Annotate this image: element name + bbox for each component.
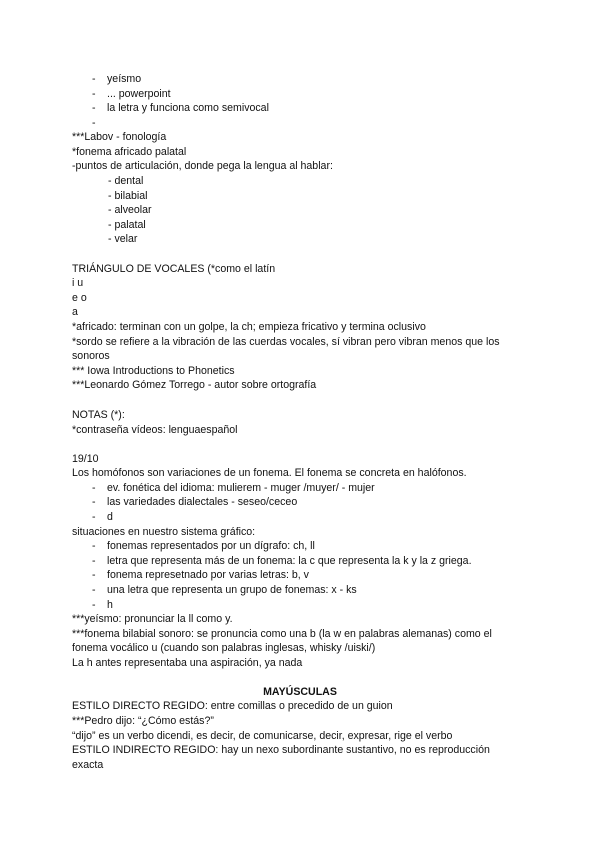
h-antes-line: La h antes representaba una aspiración, ya nada — [72, 657, 303, 669]
estilo-indirecto-line: ESTILO INDIRECTO REGIDO: hay un nexo subordinante sustantivo, no es reproducción — [72, 744, 490, 756]
list-item: fonema represetnado por varias letras: b, v — [107, 569, 309, 581]
list-dash: - — [92, 482, 96, 494]
articulation-item: - velar — [108, 233, 138, 245]
dijo-line: “dijo” es un verbo dicendi, es decir, de comunicarse, decir, expresar, rige el verbo — [72, 730, 453, 742]
list-item: h — [107, 599, 113, 611]
vocales-line: i u — [72, 277, 84, 289]
list-item: la letra y funciona como semivocal — [107, 102, 269, 114]
vocales-line: a — [72, 306, 78, 318]
list-dash: - — [92, 73, 96, 85]
notas-title: NOTAS (*): — [72, 409, 125, 421]
mayusculas-heading: MAYÚSCULAS — [263, 686, 337, 698]
list-item: yeísmo — [107, 73, 142, 85]
date-line: 19/10 — [72, 453, 99, 465]
leonardo-line: ***Leonardo Gómez Torrego - autor sobre ortografía — [72, 379, 317, 391]
situaciones-line: situaciones en nuestro sistema gráfico: — [72, 526, 256, 538]
list-item: ... powerpoint — [107, 88, 171, 100]
list-item: letra que representa más de un fonema: la c que representa la k y la z griega. — [107, 555, 472, 567]
puntos-line: -puntos de articulación, donde pega la lengua al hablar: — [72, 160, 333, 172]
list-item: ev. fonética del idioma: mulierem - muger /muyer/ - mujer — [107, 482, 375, 494]
list-dash: - — [92, 102, 96, 114]
sordo-def: *sordo se refiere a la vibración de las cuerdas vocales, sí vibran pero vibran menos que los — [72, 336, 500, 348]
articulation-item: - dental — [108, 175, 144, 187]
sordo-def-cont: sonoros — [72, 350, 110, 362]
list-dash: - — [92, 117, 96, 129]
homofonos-line: Los homófonos son variaciones de un fonema. El fonema se concreta en halófonos. — [72, 467, 467, 479]
iowa-line: *** Iowa Introductions to Phonetics — [72, 365, 235, 377]
vocales-line: e o — [72, 292, 87, 304]
list-item: fonemas representados por un dígrafo: ch, ll — [107, 540, 315, 552]
list-dash: - — [92, 540, 96, 552]
contrasena-line: *contraseña vídeos: lenguaespañol — [72, 424, 238, 436]
articulation-item: - alveolar — [108, 204, 152, 216]
list-dash: - — [92, 555, 96, 567]
list-dash: - — [92, 584, 96, 596]
list-dash: - — [92, 496, 96, 508]
labov-line: ***Labov - fonología — [72, 131, 167, 143]
yeismo-def: ***yeísmo: pronunciar la ll como y. — [72, 613, 233, 625]
list-item: d — [107, 511, 113, 523]
list-dash: - — [92, 511, 96, 523]
fonema-africado-line: *fonema africado palatal — [72, 146, 187, 158]
africado-def: *africado: terminan con un golpe, la ch; empieza fricativo y termina oclusivo — [72, 321, 426, 333]
list-dash: - — [92, 569, 96, 581]
estilo-indirecto-cont: exacta — [72, 759, 104, 771]
list-item: una letra que representa un grupo de fonemas: x - ks — [107, 584, 357, 596]
bilabial-def-cont: fonema vocálico u (cuando son palabras inglesas, whisky /uiski/) — [72, 642, 376, 654]
estilo-directo-line: ESTILO DIRECTO REGIDO: entre comillas o precedido de un guion — [72, 700, 393, 712]
triangulo-heading: TRIÁNGULO DE VOCALES (*como el latín — [72, 263, 276, 275]
bilabial-def: ***fonema bilabial sonoro: se pronuncia como una b (la w en palabras alemanas) como el — [72, 628, 492, 640]
articulation-item: - palatal — [108, 219, 146, 231]
list-dash: - — [92, 599, 96, 611]
pedro-line: ***Pedro dijo: “¿Cómo estás?” — [72, 715, 214, 727]
list-dash: - — [92, 88, 96, 100]
articulation-item: - bilabial — [108, 190, 148, 202]
list-item: las variedades dialectales - seseo/ceceo — [107, 496, 298, 508]
